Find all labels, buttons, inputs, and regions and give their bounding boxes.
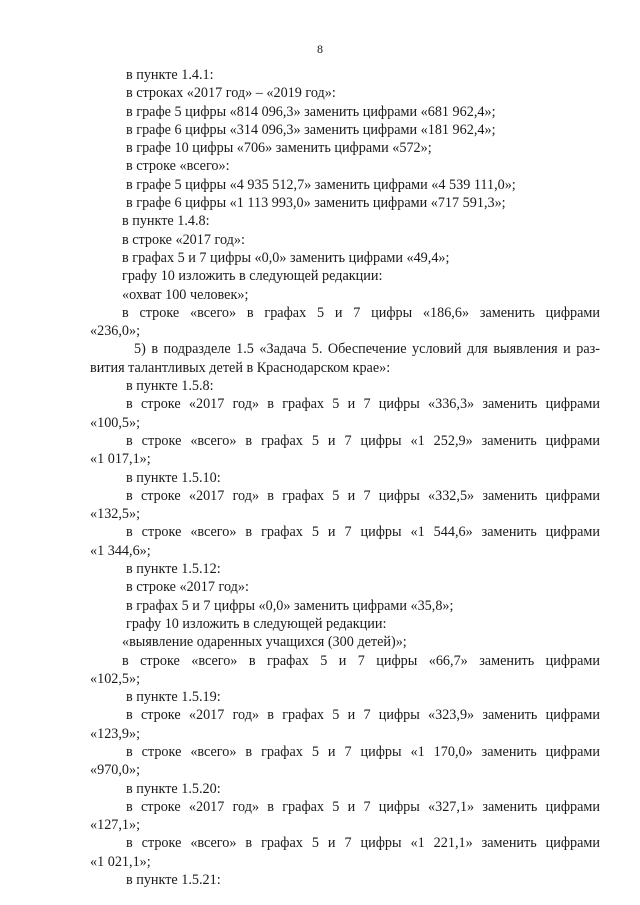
text-line: вития талантливых детей в Краснодарском крае»: — [90, 359, 391, 376]
text-line: в графе 10 цифры «706» заменить цифрами «572»; — [126, 140, 432, 157]
text-line: в строке «2017 год» в графах 5 и 7 цифры «332,5» заменить цифрами — [126, 487, 600, 504]
text-line: в строках «2017 год» – «2019 год»: — [126, 85, 336, 102]
text-line: «127,1»; — [90, 817, 141, 834]
text-line: в пункте 1.4.8: — [122, 213, 210, 230]
text-line: в строке «всего» в графах 5 и 7 цифры «186,6» заменить цифрами — [122, 304, 600, 321]
text-line: «970,0»; — [90, 762, 141, 779]
text-line: «123,9»; — [90, 725, 141, 742]
text-line: в строке «всего» в графах 5 и 7 цифры «1 252,9» заменить цифрами — [126, 432, 600, 449]
text-line: в строке «всего» в графах 5 и 7 цифры «1 221,1» заменить цифрами — [126, 835, 600, 852]
text-line: в строке «2017 год»: — [122, 231, 245, 248]
text-line: в строке «2017 год» в графах 5 и 7 цифры «323,9» заменить цифрами — [126, 707, 600, 724]
text-line: в строке «2017 год» в графах 5 и 7 цифры «327,1» заменить цифрами — [126, 798, 600, 815]
text-line: «100,5»; — [90, 414, 141, 431]
document-body — [90, 66, 600, 889]
text-line: «236,0»; — [90, 323, 141, 340]
text-line: в пункте 1.5.21: — [126, 872, 221, 889]
text-line: графу 10 изложить в следующей редакции: — [126, 615, 387, 632]
text-line: в пункте 1.4.1: — [126, 67, 214, 83]
text-line: «132,5»; — [90, 506, 141, 523]
text-line: в графе 5 цифры «814 096,3» заменить цифрами «681 962,4»; — [126, 103, 496, 120]
page-number: 8 — [317, 42, 323, 56]
text-line: «1 344,6»; — [90, 542, 151, 559]
text-line: «1 017,1»; — [90, 451, 151, 468]
text-line: в строке «всего» в графах 5 и 7 цифры «1 544,6» заменить цифрами — [126, 524, 600, 541]
text-line: в строке «всего» в графах 5 и 7 цифры «66,7» заменить цифрами — [122, 652, 600, 669]
text-line: 5) в подразделе 1.5 «Задача 5. Обеспечение условий для выявления и раз- — [134, 341, 600, 358]
text-line: в графах 5 и 7 цифры «0,0» заменить цифрами «49,4»; — [122, 249, 450, 266]
text-line: в пункте 1.5.12: — [126, 561, 221, 578]
text-line: «выявление одаренных учащихся (300 детей)»; — [122, 634, 407, 651]
text-line: «1 021,1»; — [90, 853, 151, 870]
text-line: в строке «всего»: — [126, 158, 230, 175]
text-line: в графе 6 цифры «1 113 993,0» заменить цифрами «717 591,3»; — [126, 195, 506, 212]
text-line: в строке «2017 год»: — [126, 579, 249, 596]
text-line: в строке «всего» в графах 5 и 7 цифры «1 170,0» заменить цифрами — [126, 743, 600, 760]
text-line: в графах 5 и 7 цифры «0,0» заменить цифрами «35,8»; — [126, 597, 454, 614]
text-line: в пункте 1.5.20: — [126, 780, 221, 797]
text-line: в графе 6 цифры «314 096,3» заменить цифрами «181 962,4»; — [126, 121, 496, 138]
text-line: графу 10 изложить в следующей редакции: — [122, 268, 383, 285]
text-line: в графе 5 цифры «4 935 512,7» заменить цифрами «4 539 111,0»; — [126, 176, 516, 193]
text-line: в строке «2017 год» в графах 5 и 7 цифры «336,3» заменить цифрами — [126, 396, 600, 413]
text-line: «охват 100 человек»; — [122, 286, 249, 303]
text-line: в пункте 1.5.10: — [126, 469, 221, 486]
text-line: в пункте 1.5.19: — [126, 689, 221, 706]
text-line: «102,5»; — [90, 670, 141, 687]
text-line: в пункте 1.5.8: — [126, 378, 214, 395]
